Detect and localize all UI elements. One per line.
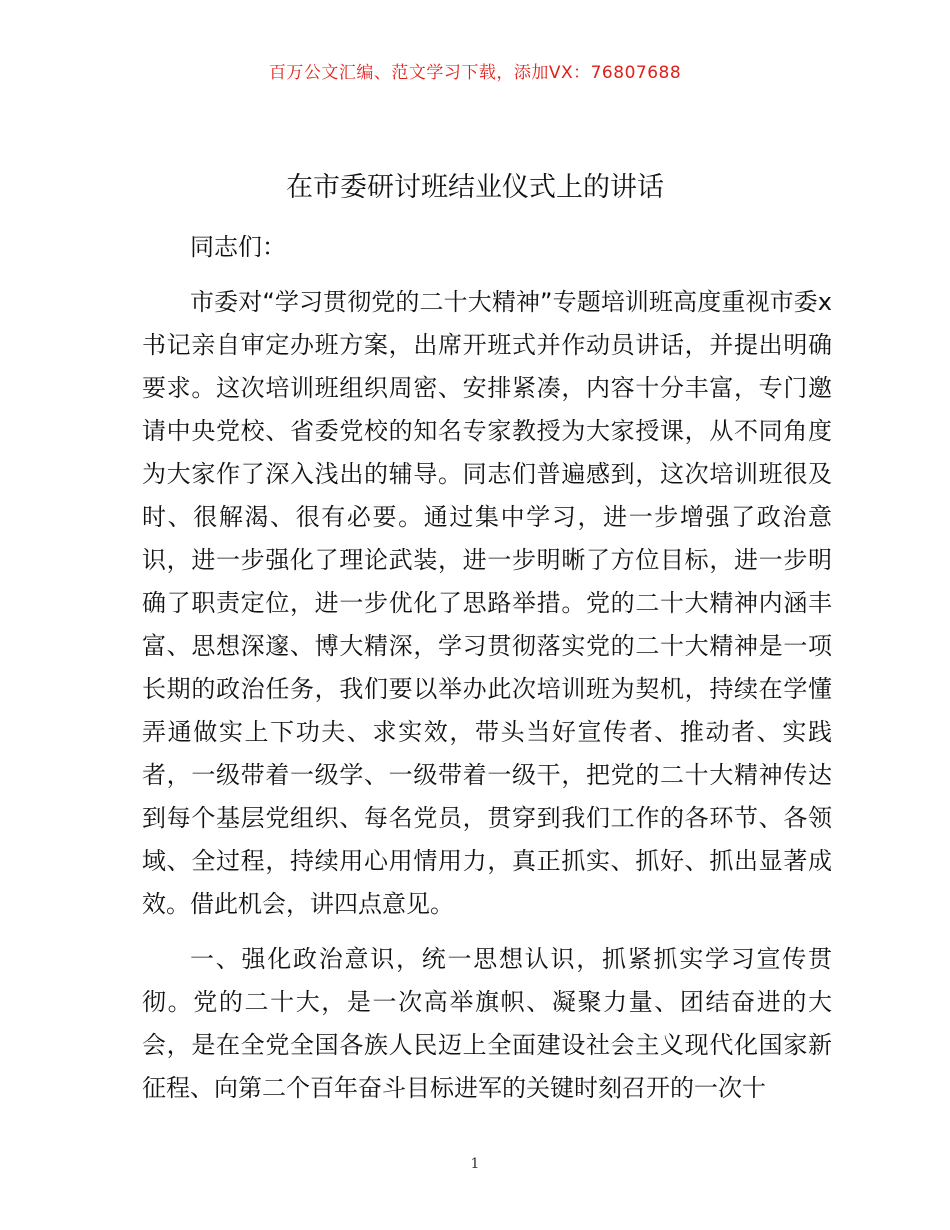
- salutation: 同志们：: [190, 233, 286, 261]
- paragraph-section-one: 一、强化政治意识，统一思想认识，抓紧抓实学习宣传贯彻。党的二十大，是一次高举旗帜、凝聚力量、团结奋进的大会，是在全党全国各族人民迈上全面建设社会主义现代化国家新征程、向第二个百年奋斗目标进军的关键时刻召开的一次十: [142, 945, 832, 1102]
- page-number: 1: [470, 1156, 480, 1172]
- document-title: 在市委研讨班结业仪式上的讲话: [286, 172, 664, 203]
- header-banner: 百万公文汇编、范文学习下载，添加VX：76807688: [268, 63, 682, 83]
- paragraph-intro: 市委对“学习贯彻党的二十大精神”专题培训班高度重视市委x书记亲自审定办班方案，出席开班式并作动员讲话，并提出明确要求。这次培训班组织周密、安排紧凑，内容十分丰富，专门邀请中央党校、省委党校的知名专家教授为大家授课，从不同角度为大家作了深入浅出的辅导。同志们普遍感到，这次培训班很及时、很解渴、很有必要。通过集中学习，进一步增强了政治意识，进一步强化了理论武装，进一步明晰了方位目标，进一步明确了职责定位，进一步优化了思路举措。党的二十大精神内涵丰富、思想深邃、博大精深，学习贯彻落实党的二十大精神是一项长期的政治任务，我们要以举办此次培训班为契机，持续在学懂弄通做实上下功夫、求实效，带头当好宣传者、推动者、实践者，一级带着一级学、一级带着一级干，把党的二十大精神传达到每个基层党组织、每名党员，贯穿到我们工作的各环节、各领域、全过程，持续用心用情用力，真正抓实、抓好、抓出显著成效。借此机会，讲四点意见。: [142, 288, 832, 918]
- document-body: [142, 226, 832, 1122]
